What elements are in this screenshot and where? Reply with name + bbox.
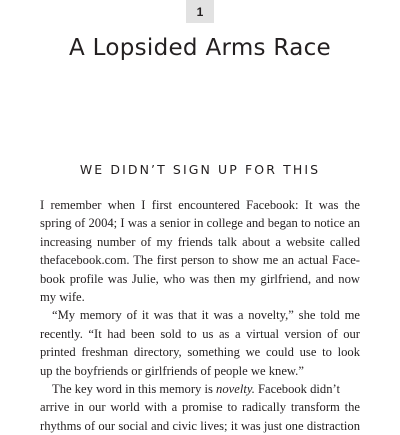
text-line <box>40 380 360 398</box>
text-line: spring of 2004; I was a senior in college and began to notice an <box>40 216 360 231</box>
text-line: increasing number of my friends talk about a website called <box>40 234 360 249</box>
paragraph-1 <box>40 196 360 306</box>
emphasis-novelty: novelty. <box>216 381 255 396</box>
paragraph-2 <box>40 306 360 380</box>
text-line: “My memory of it was that it was a novelty,” she told me <box>52 308 360 323</box>
text-line: recently. “It had been sold to us as a virtual version of our <box>40 326 360 341</box>
text-run: Facebook didn’t <box>254 381 340 396</box>
chapter-title: A Lopsided Arms Race <box>68 35 331 61</box>
text-run: The key word in this memory is <box>52 381 217 396</box>
text-line: up the boyfriends or girlfriends of people we knew.” <box>40 363 304 378</box>
body-text <box>40 196 360 435</box>
chapter-number: 1 <box>196 4 204 19</box>
text-line: I remember when I first encountered Facebook: It was the <box>40 198 360 212</box>
text-line: rhythms of our social and civic lives; it was just one distraction <box>40 418 360 433</box>
paragraph-3 <box>40 380 360 435</box>
text-line: book profile was Julie, who was then my girlfriend, and now <box>40 271 360 286</box>
chapter-number-tab <box>186 0 214 23</box>
text-line: my wife. <box>40 289 85 304</box>
text-line: printed freshman directory, something we could use to look <box>40 345 360 360</box>
text-line: arrive in our world with a promise to radically transform the <box>40 400 360 415</box>
text-line: thefacebook.com. The first person to show me an actual Face- <box>40 253 360 268</box>
section-heading: WE DIDN’T SIGN UP FOR THIS <box>79 162 321 177</box>
